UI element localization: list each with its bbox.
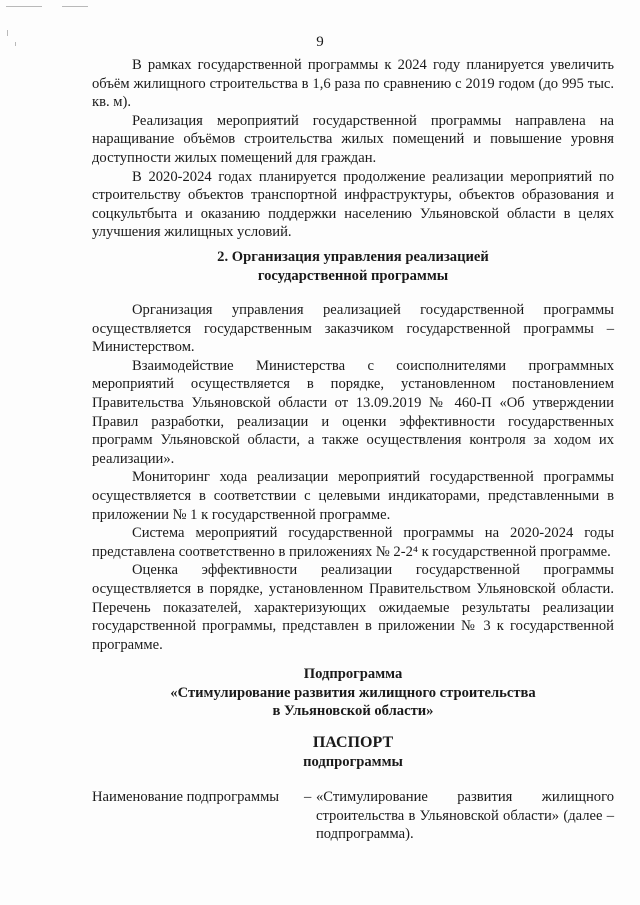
subprogram-heading-line: в Ульяновской области» <box>272 703 434 720</box>
passport-row-value: «Стимулирование развития жилищного строительства в Ульяновской области» (далее – подпрограмма). <box>316 789 614 843</box>
paragraph: Мониторинг хода реализации мероприятий государственной программы осуществляется в соответствии с целевыми индикаторами, представленными в приложении № 1 к государственной программе. <box>92 469 614 523</box>
passport-heading <box>92 734 614 771</box>
paragraph: В рамках государственной программы к 2024 году планируется увеличить объём жилищного строительства в 1,6 раза по сравнению с 2019 годом (до 995 тыс. кв. м). <box>92 57 614 111</box>
subprogram-heading <box>92 665 614 721</box>
passport-title: ПАСПОРТ <box>312 734 394 751</box>
passport-row-label: Наименование подпрограммы <box>92 789 280 805</box>
paragraph: Оценка эффективности реализации государственной программы осуществляется в порядке, установленном Правительством Ульяновской области. Перечень показателей, характеризующих ожидаемые результаты реализации государственной программы, представлен в приложении № 3 к государственной программе. <box>92 562 614 653</box>
scan-artifact <box>62 6 88 7</box>
scan-artifact <box>6 6 42 7</box>
paragraph: Взаимодействие Министерства с соисполнителями программных мероприятий осуществляется в порядке, установленном постановлением Правительства Ульяновской области от 13.09.2019 № 460-П «Об утверждении Правил разработки, реализации и оценки эффективности государственных программ Ульяновской области, а также осуществления контроля за ходом их реализации». <box>92 357 614 467</box>
passport-subtitle: подпрограммы <box>303 753 403 770</box>
subprogram-heading-line: «Стимулирование развития жилищного строительства <box>170 684 536 701</box>
subprogram-heading-line: Подпрограмма <box>303 666 403 682</box>
section-heading-line: государственной программы <box>257 267 449 284</box>
section-heading-line: 2. Организация управления реализацией <box>217 249 489 265</box>
intro-text-block <box>92 56 614 242</box>
paragraph: В 2020-2024 годах планируется продолжение реализации мероприятий по строительству объектов транспортной инфраструктуры, объектов образования и соцкультбыта и оказанию поддержки населению Ульяновской области в целях улучшения жилищных условий. <box>92 168 614 241</box>
page-number: 9 <box>316 34 324 50</box>
paragraph: Организация управления реализацией государственной программы осуществляется государственным заказчиком государственной программы – Министерством. <box>92 302 614 356</box>
section-heading <box>92 248 614 285</box>
paragraph: Система мероприятий государственной программы на 2020-2024 годы представлена соответственно в приложениях № 2-2⁴ к государственной программе. <box>92 525 614 560</box>
paragraph: Реализация мероприятий государственной программы направлена на наращивание объёмов строительства жилых помещений и повышение уровня доступности жилых помещений для граждан. <box>92 112 614 166</box>
section-text-block <box>92 301 614 654</box>
passport-row-dash: – <box>304 789 312 805</box>
